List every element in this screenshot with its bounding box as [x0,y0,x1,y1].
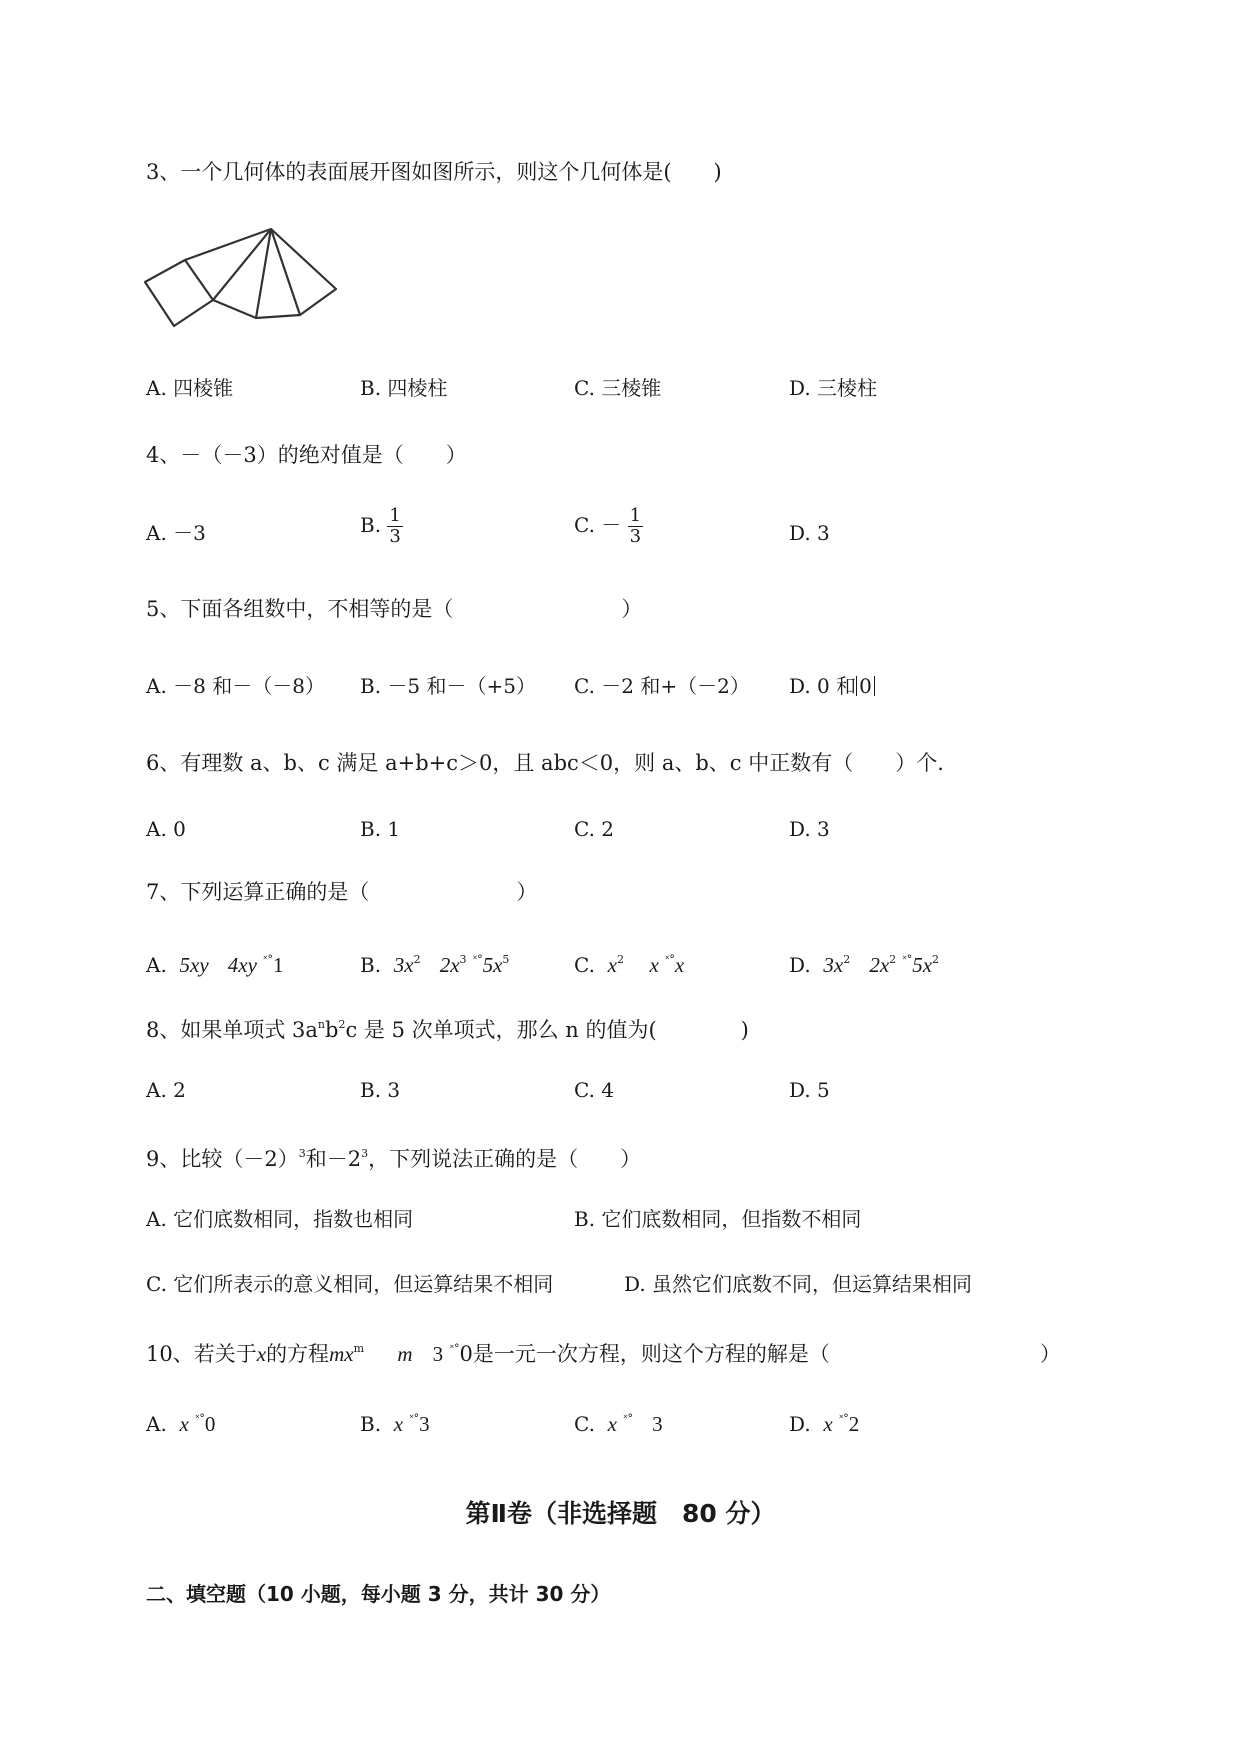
q7-b-term1: 3x [393,953,414,977]
q9-option-a[interactable]: A. 它们底数相同，指数也相同 [146,1207,414,1231]
q10-stem-part1: 10、若关于 [146,1342,257,1366]
q10-a-var: x [179,1412,189,1436]
net-edge-1 [256,229,271,318]
q5-option-b[interactable]: B. －5 和－（+5） [360,674,536,698]
q10-d-eq-mark: ˟° [839,1412,849,1425]
q8-option-a[interactable]: A. 2 [146,1078,186,1102]
q4-option-d[interactable]: D. 3 [789,521,830,545]
q7-a-eq-mark: ˟° [263,953,273,966]
q8-option-b[interactable]: B. 3 [360,1078,401,1102]
q3-option-d[interactable]: D. 三棱柱 [789,376,878,400]
q8-option-d[interactable]: D. 5 [789,1078,830,1102]
q5-stem: 5、下面各组数中，不相等的是（ ） [146,597,643,621]
q4-c-label: C. － [574,513,622,537]
q7-b-term2: 2x [439,953,460,977]
q4-option-a[interactable]: A. －3 [146,521,206,545]
q3-option-a[interactable]: A. 四棱锥 [146,376,234,400]
net-square-face [145,260,213,326]
q10-d-var: x [823,1412,833,1436]
q10-b-eq-mark: ˟° [409,1412,420,1425]
section-title: 第Ⅱ卷（非选择题 80 分） [465,1499,776,1528]
net-triangle-left [185,229,271,300]
q9-option-d[interactable]: D. 虽然它们底数不同，但运算结果相同 [624,1272,973,1296]
q7-b-eq-mark: ˟° [472,953,483,966]
q7-c-result: x [674,953,685,977]
fill-in-section-heading: 二、填空题（10 小题，每小题 3 分，共计 30 分） [146,1582,611,1606]
q8-stem-part2: b [325,1018,339,1042]
q9-stem-exp1: 3 [298,1147,306,1160]
q10-stem-three: 3 [432,1342,444,1366]
q10-b-value: 3 [419,1412,430,1436]
q8-option-c[interactable]: C. 4 [574,1078,615,1102]
q3-option-b[interactable]: B. 四棱柱 [360,376,448,400]
q7-option-b[interactable] [360,946,509,979]
q10-a-label: A. [146,1412,167,1436]
q7-b-result: 5x [482,953,503,977]
q10-stem-part2: 的方程 [266,1342,330,1366]
q6-option-a[interactable]: A. 0 [146,817,186,841]
q4-b-denominator: 3 [389,526,401,547]
q10-option-c[interactable] [574,1405,663,1438]
q4-b-fraction [387,506,402,547]
q10-d-label: D. [789,1412,811,1436]
q7-d-eq-mark: ˟° [902,953,913,966]
q10-option-b[interactable] [360,1405,430,1438]
q10-stem-var-x: x [256,1342,267,1366]
q7-c-term1: x [607,953,617,977]
q10-c-label: C. [574,1412,595,1436]
q7-option-d[interactable] [789,946,939,979]
q4-c-denominator: 3 [629,526,642,547]
q7-d-exp1: 2 [843,953,851,966]
q10-stem-m: m [397,1342,413,1366]
q8-stem [146,1011,749,1044]
q6-option-d[interactable]: D. 3 [789,817,830,841]
q7-b-label: B. [360,953,382,977]
q7-option-a[interactable] [146,946,283,979]
q8-stem-part1: 8、如果单项式 3a [146,1018,318,1042]
q10-a-eq-mark: ˟° [195,1412,205,1425]
q10-option-d[interactable] [789,1405,859,1438]
q7-d-exp2: 2 [889,953,897,966]
q10-option-a[interactable] [146,1405,215,1438]
q10-c-value: 3 [652,1412,663,1436]
q6-option-b[interactable]: B. 1 [360,817,401,841]
q4-option-b[interactable] [360,506,403,547]
q7-d-exp3: 2 [932,953,940,966]
q4-c-numerator: 1 [629,505,642,526]
q7-c-term2: x [649,953,659,977]
q5-d-label: D. 0 和 [789,674,857,698]
q7-a-label: A. [146,953,167,977]
q7-a-term1: 5xy [179,953,209,977]
q5-option-d[interactable] [789,672,875,700]
q9-stem-part3: ，下列说法正确的是（ ） [368,1147,642,1171]
q10-b-var: x [393,1412,404,1436]
q10-c-eq-mark: ˟° [623,1412,634,1425]
q7-d-term1: 3x [823,953,844,977]
q9-stem-exp2: 3 [361,1147,369,1160]
q7-a-term2: 4xy [227,953,257,977]
q10-stem-eq-mark: ˟° [449,1342,460,1355]
net-figure [140,222,500,352]
q3-option-c[interactable]: C. 三棱锥 [574,376,662,400]
q9-stem [146,1140,641,1173]
q10-stem-mx: mx [329,1342,354,1366]
q4-stem: 4、－（－3）的绝对值是（ ） [146,443,467,467]
q8-stem-exp-n: n [317,1018,326,1031]
q9-option-c[interactable]: C. 它们所表示的意义相同，但运算结果不相同 [146,1272,554,1296]
q4-b-numerator: 1 [389,505,401,526]
q5-d-absolute-value: 0 [856,676,875,696]
q9-stem-part1: 9、比较（－2） [146,1147,299,1171]
q10-stem [146,1335,1061,1368]
q10-c-var: x [607,1412,617,1436]
q7-b-exp3: 5 [502,953,510,966]
q7-b-exp2: 3 [459,953,467,966]
q10-stem-part3: 是一元一次方程，则这个方程的解是（ ） [472,1342,1061,1366]
q10-stem-zero: 0 [459,1342,473,1366]
q4-c-fraction [628,506,643,547]
q7-c-exp1: 2 [617,953,624,966]
q10-a-value: 0 [204,1412,216,1436]
q8-stem-part3: c 是 5 次单项式，那么 n 的值为( ) [345,1018,749,1042]
q3-stem: 3、一个几何体的表面展开图如图所示，则这个几何体是( ) [146,160,722,184]
q7-c-eq-mark: ˟° [665,953,675,966]
q4-b-label: B. [360,513,382,537]
q6-stem: 6、有理数 a、b、c 满足 a+b+c＞0，且 abc＜0，则 a、b、c 中正数有（ ）个. [146,751,944,775]
q10-stem-exp: m [353,1342,364,1355]
q5-option-c[interactable]: C. －2 和+（－2） [574,674,750,698]
q7-d-result: 5x [912,953,933,977]
q5-option-a[interactable]: A. －8 和－（－8） [146,674,325,698]
q4-option-c[interactable] [574,506,643,547]
q7-b-exp1: 2 [413,953,421,966]
q7-a-result: 1 [272,953,284,977]
q7-c-label: C. [574,953,595,977]
q10-b-label: B. [360,1412,382,1436]
q7-stem: 7、下列运算正确的是（ ） [146,880,538,904]
q6-option-c[interactable]: C. 2 [574,817,615,841]
q7-d-term2: 2x [869,953,890,977]
q10-d-value: 2 [848,1412,860,1436]
q7-option-c[interactable] [574,946,684,979]
q7-d-label: D. [789,953,811,977]
q9-stem-part2: 和－2 [305,1147,362,1171]
q8-stem-exp-2: 2 [338,1018,346,1031]
q9-option-b[interactable]: B. 它们底数相同，但指数不相同 [574,1207,862,1231]
